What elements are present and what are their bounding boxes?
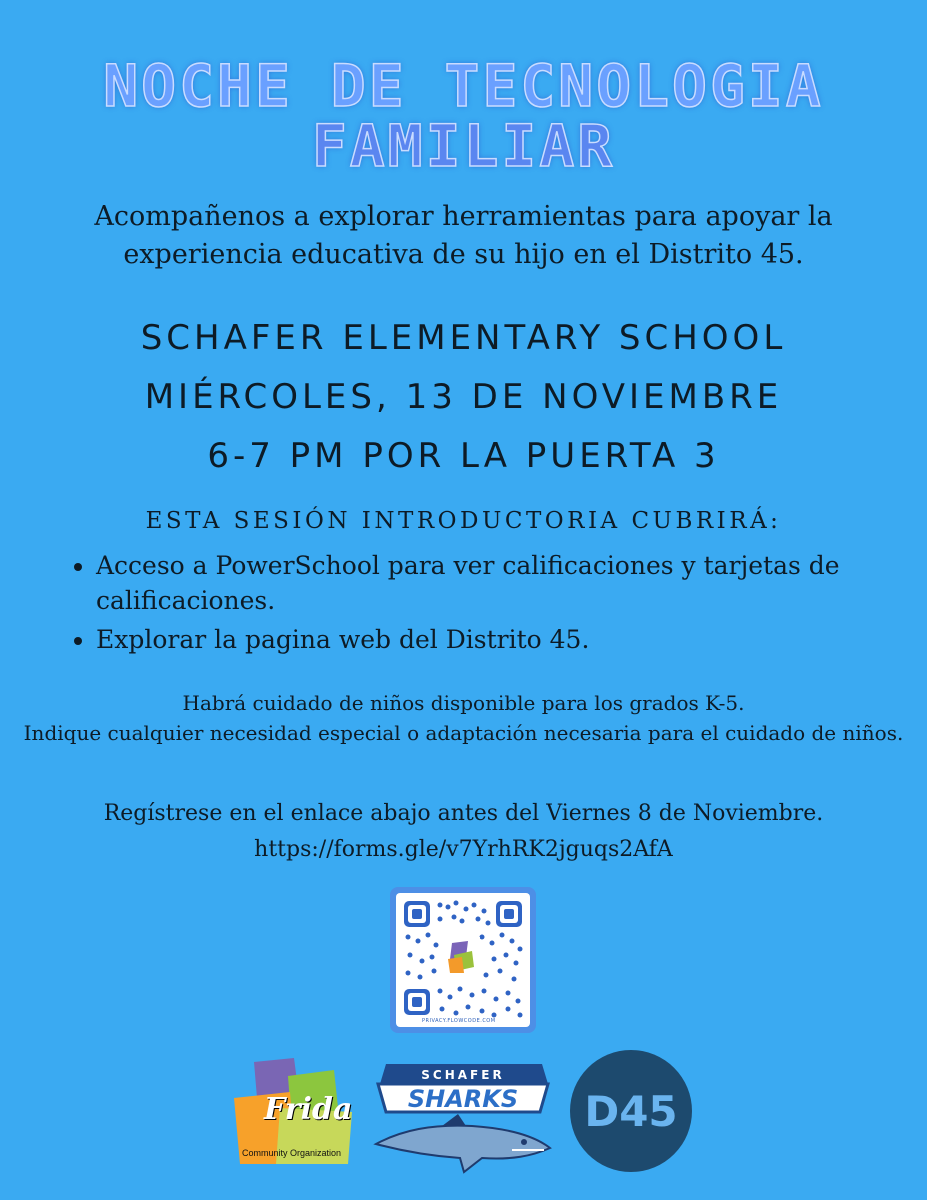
frida-name: Frida xyxy=(264,1092,353,1127)
childcare-line-2: Indique cualquier necesidad especial o adaptación necesaria para el cuidado de niños. xyxy=(23,721,904,745)
register-text: Regístrese en el enlace abajo antes del Viernes 8 de Noviembre. xyxy=(103,801,824,826)
event-school: SCHAFER ELEMENTARY SCHOOL xyxy=(140,318,787,358)
event-time: 6-7 PM POR LA PUERTA 3 xyxy=(207,436,720,476)
childcare-info xyxy=(0,688,927,748)
title-line-2: FAMILIAR xyxy=(311,112,616,180)
qr-code[interactable] xyxy=(390,887,536,1033)
topics-list xyxy=(52,548,926,661)
register-link[interactable]: https://forms.gle/v7YrhRK2jguqs2AfA xyxy=(254,837,673,862)
svg-text:SHARKS: SHARKS xyxy=(407,1085,519,1113)
list-item: • Explorar la pagina web del Distrito 45. xyxy=(96,622,926,657)
svg-text:SCHAFER: SCHAFER xyxy=(421,1068,505,1082)
session-heading: ESTA SESIÓN INTRODUCTORIA CUBRIRÁ: xyxy=(145,508,782,534)
frida-org: Community Organization xyxy=(242,1148,342,1158)
title-line-1: NOCHE DE TECNOLOGIA xyxy=(103,52,824,120)
event-date: MIÉRCOLES, 13 DE NOVIEMBRE xyxy=(144,377,783,417)
schafer-sharks-logo-icon xyxy=(372,1060,554,1174)
intro-text: Acompañenos a explorar herramientas para apoyar la experiencia educativa de su hijo en el Distrito 45. xyxy=(94,201,833,270)
district-45-logo: D45 xyxy=(570,1050,692,1172)
registration-info xyxy=(0,796,927,868)
qr-pattern-icon xyxy=(396,893,530,1027)
list-item: • Acceso a PowerSchool para ver calificaciones y tarjetas de calificaciones. xyxy=(96,548,926,618)
childcare-line-1: Habrá cuidado de niños disponible para los grados K-5. xyxy=(182,691,745,715)
qr-privacy-text: PRIVACY.FLOWCODE.COM xyxy=(422,1018,496,1024)
